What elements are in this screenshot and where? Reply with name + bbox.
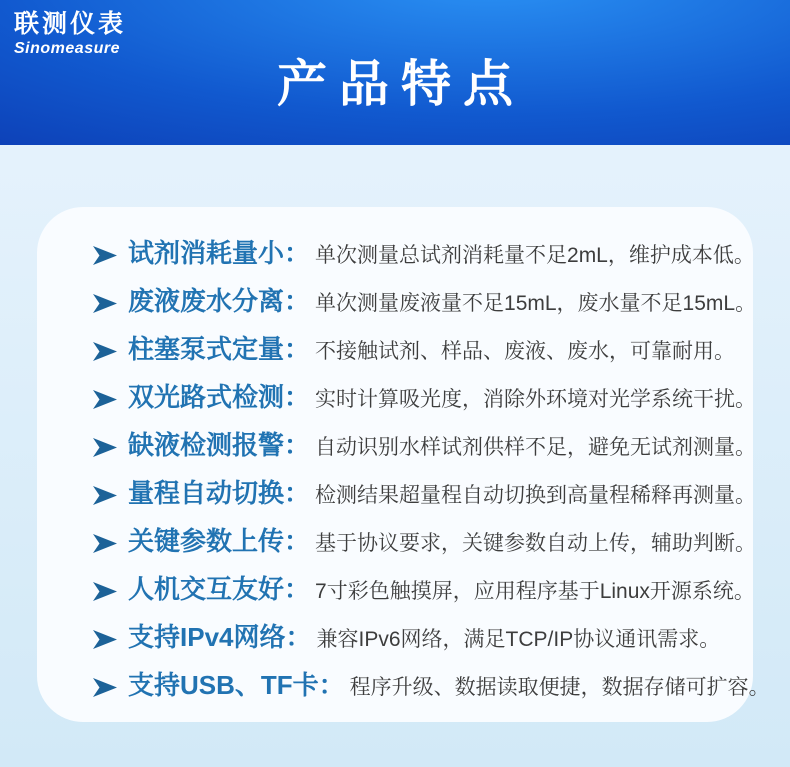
feature-title: 柱塞泵式定量：: [128, 334, 311, 364]
feature-title: 缺液检测报警：: [128, 430, 311, 460]
feature-desc: 基于协议要求，关键参数自动上传，辅助判断。: [315, 532, 757, 555]
feature-item: [37, 229, 753, 277]
arrowhead-right-icon: [93, 246, 117, 265]
feature-item: [37, 277, 757, 325]
feature-title: 支持IPv4网络：: [128, 622, 312, 652]
feature-item: [37, 613, 753, 661]
feature-title: 量程自动切换：: [128, 478, 311, 508]
feature-desc: 检测结果超量程自动切换到高量程稀释再测量。: [315, 484, 757, 507]
arrowhead-right-icon: [93, 486, 117, 505]
feature-item: [37, 469, 757, 517]
arrowhead-right-icon: [93, 390, 117, 409]
brand-name-cn: 联测仪表: [14, 10, 127, 38]
feature-title: 废液废水分离：: [128, 286, 311, 316]
features-card: [37, 207, 770, 722]
page-title: 产品特点: [277, 56, 525, 112]
feature-title: 关键参数上传：: [128, 526, 311, 556]
feature-title: 试剂消耗量小：: [128, 238, 311, 268]
arrowhead-right-icon: [93, 438, 117, 457]
feature-desc: 兼容IPv6网络，满足TCP/IP协议通讯需求。: [316, 628, 721, 651]
feature-desc: 自动识别水样试剂供样不足，避免无试剂测量。: [315, 436, 757, 459]
feature-item: [37, 325, 753, 373]
feature-desc: 单次测量总试剂消耗量不足2mL，维护成本低。: [315, 244, 755, 267]
feature-item: [37, 373, 757, 421]
feature-desc: 7寸彩色触摸屏，应用程序基于Linux开源系统。: [315, 580, 755, 603]
brand-name-en: Sinomeasure: [14, 39, 120, 57]
feature-item: [37, 421, 757, 469]
feature-desc: 程序升级、数据读取便捷，数据存储可扩容。: [349, 676, 770, 699]
arrowhead-right-icon: [93, 342, 117, 361]
feature-desc: 实时计算吸光度，消除外环境对光学系统干扰。: [315, 388, 757, 411]
arrowhead-right-icon: [93, 582, 117, 601]
header-banner: [0, 0, 790, 145]
arrowhead-right-icon: [93, 630, 117, 649]
feature-desc: 不接触试剂、样品、废液、废水，可靠耐用。: [315, 340, 736, 363]
feature-title: 人机交互友好：: [128, 574, 311, 604]
feature-item: [37, 565, 753, 613]
arrowhead-right-icon: [93, 678, 117, 697]
arrowhead-right-icon: [93, 534, 117, 553]
feature-desc: 单次测量废液量不足15mL，废水量不足15mL。: [315, 292, 757, 315]
feature-title: 双光路式检测：: [128, 382, 311, 412]
feature-item: [37, 517, 757, 565]
feature-title: 支持USB、TF卡：: [128, 670, 345, 700]
feature-item: [37, 661, 770, 709]
arrowhead-right-icon: [93, 294, 117, 313]
